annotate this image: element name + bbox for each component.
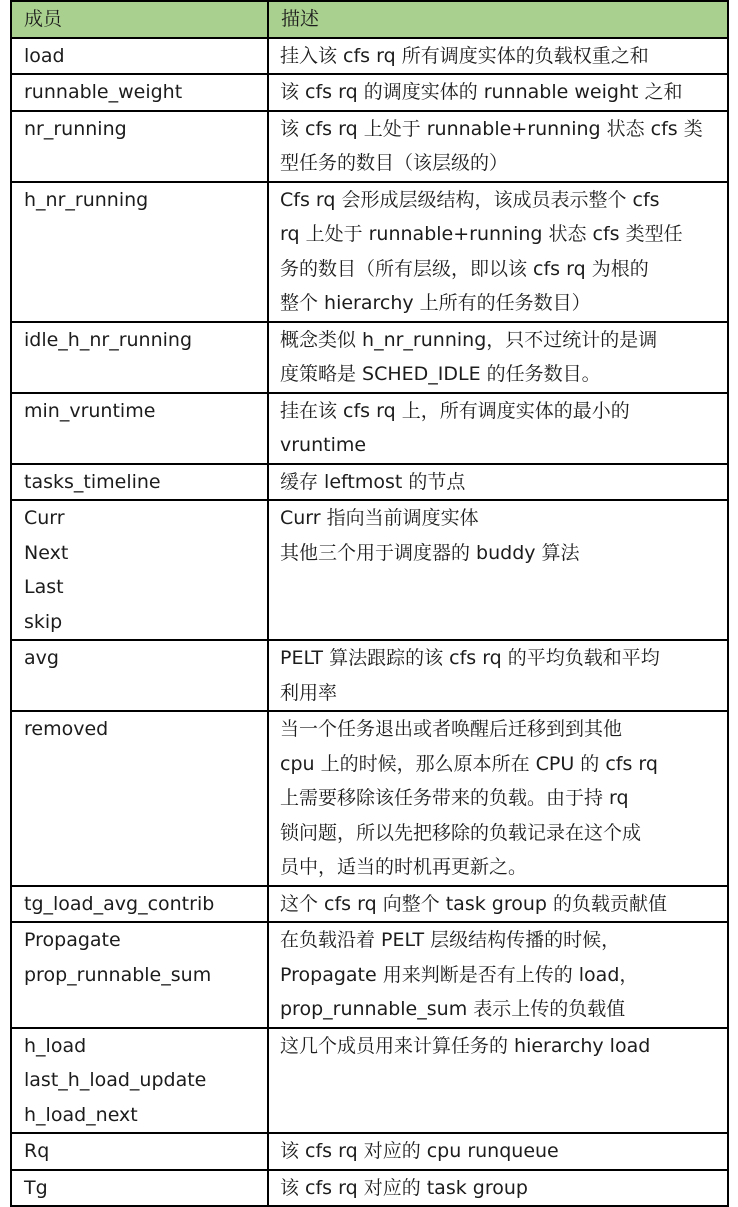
description-cell — [268, 1028, 728, 1134]
member-cell — [11, 1133, 268, 1170]
table-row — [11, 322, 728, 393]
member-cell — [11, 500, 268, 640]
description-text: Propagate 用来判断是否有上传的 load， — [280, 963, 639, 986]
member-name: avg — [24, 647, 59, 669]
table-row — [11, 640, 728, 711]
description-cell — [268, 322, 728, 393]
member-name: tg_load_avg_contrib — [24, 892, 215, 915]
description-text: 该 cfs rq 的调度实体的 runnable weight 之和 — [280, 81, 683, 103]
description-text: 型任务的数目（该层级的） — [280, 152, 509, 174]
column-header-member: 成员 — [11, 1, 268, 38]
member-name: removed — [24, 718, 109, 740]
table-row — [11, 38, 728, 75]
description-cell — [268, 1170, 728, 1207]
members-table — [10, 0, 729, 1207]
member-name: h_load_next — [24, 1103, 138, 1126]
table-row — [11, 111, 728, 182]
member-cell — [11, 711, 268, 886]
description-text: 利用率 — [280, 681, 338, 704]
member-name: skip — [24, 610, 63, 633]
member-cell — [11, 1028, 268, 1134]
description-cell — [268, 500, 728, 640]
description-cell — [268, 922, 728, 1028]
description-cell — [268, 464, 728, 501]
table-row — [11, 74, 728, 111]
table-row — [11, 464, 728, 501]
member-cell — [11, 182, 268, 322]
member-cell — [11, 111, 268, 182]
description-text: 其他三个用于调度器的 buddy 算法 — [280, 541, 580, 564]
header-row — [11, 1, 728, 38]
member-name: load — [24, 44, 65, 67]
description-text: 这个 cfs rq 向整个 task group 的负载贡献值 — [280, 892, 667, 915]
description-cell — [268, 74, 728, 111]
table-row — [11, 922, 728, 1028]
description-text: cpu 上的时候，那么原本所在 CPU 的 cfs rq — [280, 752, 658, 775]
table-row — [11, 1133, 728, 1170]
member-name: tasks_timeline — [24, 470, 161, 493]
member-name: Next — [24, 541, 69, 564]
table-body — [11, 38, 728, 1207]
member-name: Tg — [24, 1176, 48, 1199]
member-name: nr_running — [24, 117, 127, 140]
member-cell — [11, 922, 268, 1028]
table-row — [11, 500, 728, 640]
table-row — [11, 182, 728, 322]
member-cell — [11, 640, 268, 711]
table-row — [11, 886, 728, 923]
member-name: Curr — [24, 507, 65, 529]
member-cell — [11, 464, 268, 501]
description-text: 在负载沿着 PELT 层级结构传播的时候， — [280, 929, 621, 951]
member-name: Last — [24, 576, 64, 598]
description-text: 概念类似 h_nr_running，只不过统计的是调 — [280, 328, 658, 351]
description-text: 上需要移除该任务带来的负载。由于持 rq — [280, 787, 629, 809]
description-text: 该 cfs rq 上处于 runnable+running 状态 cfs 类 — [280, 117, 703, 140]
member-cell — [11, 322, 268, 393]
member-name: h_nr_running — [24, 188, 149, 211]
table-row — [11, 1170, 728, 1207]
member-name: runnable_weight — [24, 81, 183, 103]
member-cell — [11, 1170, 268, 1207]
description-cell — [268, 111, 728, 182]
description-cell — [268, 640, 728, 711]
description-text: 当一个任务退出或者唤醒后迁移到到其他 — [280, 718, 623, 740]
description-text: Cfs rq 会形成层级结构，该成员表示整个 cfs — [280, 188, 660, 211]
description-text: 挂在该 cfs rq 上，所有调度实体的最小的 — [280, 399, 630, 422]
description-text: 缓存 leftmost 的节点 — [280, 470, 466, 493]
description-cell — [268, 1133, 728, 1170]
description-cell — [268, 182, 728, 322]
table-row — [11, 711, 728, 886]
description-text: 整个 hierarchy 上所有的任务数目） — [280, 292, 591, 314]
description-text: 度策略是 SCHED_IDLE 的任务数目。 — [280, 363, 601, 385]
description-text: Curr 指向当前调度实体 — [280, 507, 479, 529]
member-name: h_load — [24, 1034, 87, 1057]
description-text: 挂入该 cfs rq 所有调度实体的负载权重之和 — [280, 44, 649, 67]
description-cell — [268, 393, 728, 464]
member-name: prop_runnable_sum — [24, 963, 212, 986]
description-text: 这几个成员用来计算任务的 hierarchy load — [280, 1034, 651, 1057]
description-text: PELT 算法跟踪的该 cfs rq 的平均负载和平均 — [280, 647, 660, 669]
description-text: 务的数目（所有层级，即以该 cfs rq 为根的 — [280, 257, 649, 280]
member-name: Rq — [24, 1140, 50, 1162]
member-name: min_vruntime — [24, 399, 156, 422]
description-text: 员中，适当的时机再更新之。 — [280, 856, 528, 878]
member-cell — [11, 38, 268, 75]
member-name: last_h_load_update — [24, 1069, 207, 1091]
description-text: rq 上处于 runnable+running 状态 cfs 类型任 — [280, 223, 683, 245]
member-cell — [11, 393, 268, 464]
column-header-description: 描述 — [268, 1, 728, 38]
table-row — [11, 393, 728, 464]
member-name: Propagate — [24, 929, 121, 951]
member-name: idle_h_nr_running — [24, 328, 193, 351]
member-cell — [11, 886, 268, 923]
description-cell — [268, 886, 728, 923]
description-cell — [268, 38, 728, 75]
description-text: 锁问题，所以先把移除的负载记录在这个成 — [280, 821, 642, 844]
member-cell — [11, 74, 268, 111]
description-cell — [268, 711, 728, 886]
table-row — [11, 1028, 728, 1134]
description-text: 该 cfs rq 对应的 task group — [280, 1176, 528, 1199]
description-text: 该 cfs rq 对应的 cpu runqueue — [280, 1140, 559, 1162]
description-text: prop_runnable_sum 表示上传的负载值 — [280, 998, 626, 1020]
description-text: vruntime — [280, 434, 367, 456]
